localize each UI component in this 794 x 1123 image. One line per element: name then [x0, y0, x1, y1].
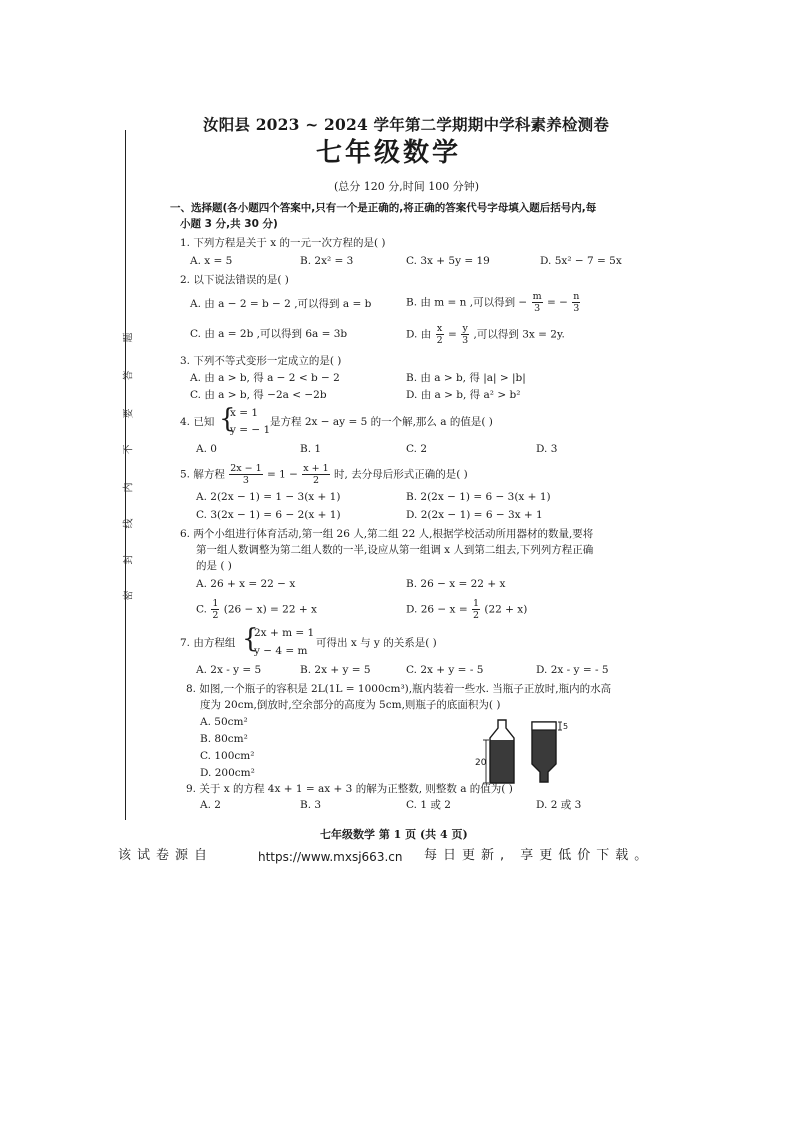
question-7-stem: 可得出 x 与 y 的关系是( ) — [316, 637, 437, 649]
denominator: 3 — [534, 303, 541, 314]
q3-option-b: B. 由 a > b, 得 |a| > |b| — [406, 372, 526, 384]
q8-option-d: D. 200cm² — [200, 767, 255, 779]
q1-option-b: B. 2x² = 3 — [300, 255, 354, 267]
source-prefix: 该试卷源自 — [118, 848, 214, 863]
q1-option-c: C. 3x + 5y = 19 — [406, 255, 490, 267]
fraction — [302, 463, 329, 486]
denominator: 2 — [212, 610, 219, 621]
q9-option-d: D. 2 或 3 — [536, 799, 582, 811]
subject-title: 七年级数学 — [316, 138, 462, 168]
question-6-line2: 第一组人数调整为第二组人数的一半,设应从第一组调 x 人到第二组去,下列列方程正确 — [196, 544, 594, 556]
q4-system-eq2: y = − 1 — [230, 424, 271, 436]
q2-d-suffix: ,可以得到 3x = 2y. — [473, 328, 565, 341]
q7-system-eq1: 2x + m = 1 — [254, 627, 315, 639]
question-4-stem-prefix: 4. 已知 — [180, 416, 215, 428]
numerator: 2x − 1 — [230, 463, 262, 474]
q5-prefix: 5. 解方程 — [180, 468, 225, 481]
binding-char: 不 — [123, 444, 135, 455]
numerator: x — [436, 323, 443, 334]
q8-option-c: C. 100cm² — [200, 750, 255, 762]
q4-option-d: D. 3 — [536, 443, 558, 455]
q4-option-b: B. 1 — [300, 443, 322, 455]
question-9-stem: 9. 关于 x 的方程 4x + 1 = ax + 3 的解为正整数, 则整数 a 的值为( ) — [186, 783, 513, 795]
fraction — [436, 323, 444, 346]
q3-option-a: A. 由 a > b, 得 a − 2 < b − 2 — [190, 372, 340, 384]
binding-char: 内 — [123, 482, 135, 493]
q6-option-b: B. 26 − x = 22 + x — [406, 578, 506, 590]
q1-option-a: A. x = 5 — [190, 255, 233, 267]
question-5-stem — [180, 463, 468, 486]
q7-option-a: A. 2x - y = 5 — [196, 664, 262, 676]
q9-option-c: C. 1 或 2 — [406, 799, 451, 811]
q2-b-mid: = − — [546, 296, 568, 309]
page-footer: 七年级数学 第 1 页 (共 4 页) — [320, 828, 468, 841]
q2-option-a: A. 由 a − 2 = b − 2 ,可以得到 a = b — [190, 298, 372, 310]
exam-info: (总分 120 分,时间 100 分钟) — [334, 180, 480, 193]
q2-d-mid: = — [447, 328, 457, 341]
numerator: y — [462, 323, 468, 334]
brace: { — [242, 624, 259, 654]
q6-d-prefix: D. 26 − x = — [406, 603, 468, 616]
binding-warning — [100, 330, 135, 601]
q5-option-a: A. 2(2x − 1) = 1 − 3(x + 1) — [196, 491, 341, 503]
q8-option-a: A. 50cm² — [200, 716, 248, 728]
fraction — [211, 598, 219, 621]
fraction — [532, 291, 543, 314]
question-2-stem: 2. 以下说法错误的是( ) — [180, 274, 289, 286]
numerator: x + 1 — [303, 463, 329, 474]
q2-option-d — [406, 323, 565, 346]
q1-option-d: D. 5x² − 7 = 5x — [540, 255, 622, 267]
water-fill — [490, 740, 514, 783]
numerator: n — [573, 291, 580, 302]
question-7-stem-prefix: 7. 由方程组 — [180, 637, 236, 649]
inverted-bottle — [532, 722, 568, 782]
q6-c-suffix: (26 − x) = 22 + x — [223, 603, 317, 616]
question-3-stem: 3. 下列不等式变形一定成立的是( ) — [180, 355, 342, 367]
denominator: 2 — [436, 335, 443, 346]
q2-option-b — [406, 291, 581, 314]
q6-option-c — [196, 598, 317, 621]
q9-option-a: A. 2 — [200, 799, 221, 811]
numerator: 1 — [212, 598, 219, 609]
binding-char: 要 — [123, 408, 135, 419]
denominator: 2 — [472, 610, 480, 621]
question-4-stem: 是方程 2x − ay = 5 的一个解,那么 a 的值是( ) — [270, 416, 493, 428]
fraction — [572, 291, 580, 314]
q7-option-b: B. 2x + y = 5 — [300, 664, 371, 676]
question-1-stem: 1. 下列方程是关于 x 的一元一次方程的是( ) — [180, 237, 386, 249]
section-heading-cont: 小题 3 分,共 30 分) — [180, 218, 278, 230]
numerator: m — [532, 291, 542, 302]
denominator: 2 — [312, 475, 320, 486]
q3-option-d: D. 由 a > b, 得 a² > b² — [406, 389, 521, 401]
height-label-5: 5 — [563, 722, 569, 731]
q4-option-c: C. 2 — [406, 443, 428, 455]
brace: { — [219, 404, 236, 434]
q6-c-prefix: C. — [196, 603, 207, 616]
q8-option-b: B. 80cm² — [200, 733, 248, 745]
q4-system-eq1: x = 1 — [230, 407, 259, 419]
question-6-line1: 6. 两个小组进行体育活动,第一组 26 人,第二组 22 人,根据学校活动所用器材的数量,要将 — [180, 528, 594, 540]
binding-char: 线 — [123, 518, 135, 529]
denominator: 3 — [462, 335, 469, 346]
q2-d-prefix: D. 由 — [406, 328, 432, 341]
q5-option-d: D. 2(2x − 1) = 6 − 3x + 1 — [406, 509, 543, 521]
question-6-line3: 的是 ( ) — [196, 560, 232, 572]
binding-char: 封 — [123, 554, 135, 565]
binding-char: 题 — [123, 332, 135, 343]
section-heading: 一、选择题(各小题四个答案中,只有一个是正确的,将正确的答案代号字母填入题后括号内,每 — [170, 202, 597, 214]
school-title: 汝阳县 2023 ~ 2024 学年第二学期期中学科素养检测卷 — [203, 115, 610, 134]
question-8-line1: 8. 如图,一个瓶子的容积是 2L(1L = 1000cm³),瓶内装着一些水. 当瓶子正放时,瓶内的水高 — [186, 683, 612, 695]
q7-option-c: C. 2x + y = - 5 — [406, 664, 484, 676]
fraction — [472, 598, 480, 621]
q2-option-c: C. 由 a = 2b ,可以得到 6a = 3b — [190, 328, 348, 340]
source-suffix: 每日更新, 享更低价下载。 — [424, 848, 654, 863]
q9-option-b: B. 3 — [300, 799, 322, 811]
q2-b-prefix: B. 由 m = n ,可以得到 − — [406, 296, 528, 309]
denominator: 3 — [242, 475, 249, 486]
q6-option-d — [406, 598, 527, 621]
q3-option-c: C. 由 a > b, 得 −2a < −2b — [190, 389, 327, 401]
q7-system-eq2: y − 4 = m — [254, 645, 308, 657]
q6-d-suffix: (22 + x) — [484, 603, 528, 616]
fraction — [229, 463, 262, 486]
q6-option-a: A. 26 + x = 22 − x — [196, 578, 296, 590]
source-url[interactable]: https://www.mxsj663.cn — [258, 850, 403, 864]
bottle-figure — [470, 714, 580, 786]
fraction — [461, 323, 469, 346]
q5-mid: = 1 − — [267, 468, 298, 481]
question-8-line2: 度为 20cm,倒放时,空余部分的高度为 5cm,则瓶子的底面积为( ) — [200, 699, 501, 711]
q5-option-b: B. 2(2x − 1) = 6 − 3(x + 1) — [406, 491, 551, 503]
binding-char: 答 — [123, 370, 135, 381]
binding-char: 密 — [123, 590, 135, 601]
q7-option-d: D. 2x - y = - 5 — [536, 664, 609, 676]
q4-option-a: A. 0 — [196, 443, 217, 455]
q5-option-c: C. 3(2x − 1) = 6 − 2(x + 1) — [196, 509, 341, 521]
denominator: 3 — [573, 303, 580, 314]
numerator: 1 — [472, 598, 480, 609]
height-label-20: 20 — [475, 758, 487, 768]
upright-bottle — [475, 720, 514, 783]
q5-suffix: 时, 去分母后形式正确的是( ) — [334, 468, 468, 481]
